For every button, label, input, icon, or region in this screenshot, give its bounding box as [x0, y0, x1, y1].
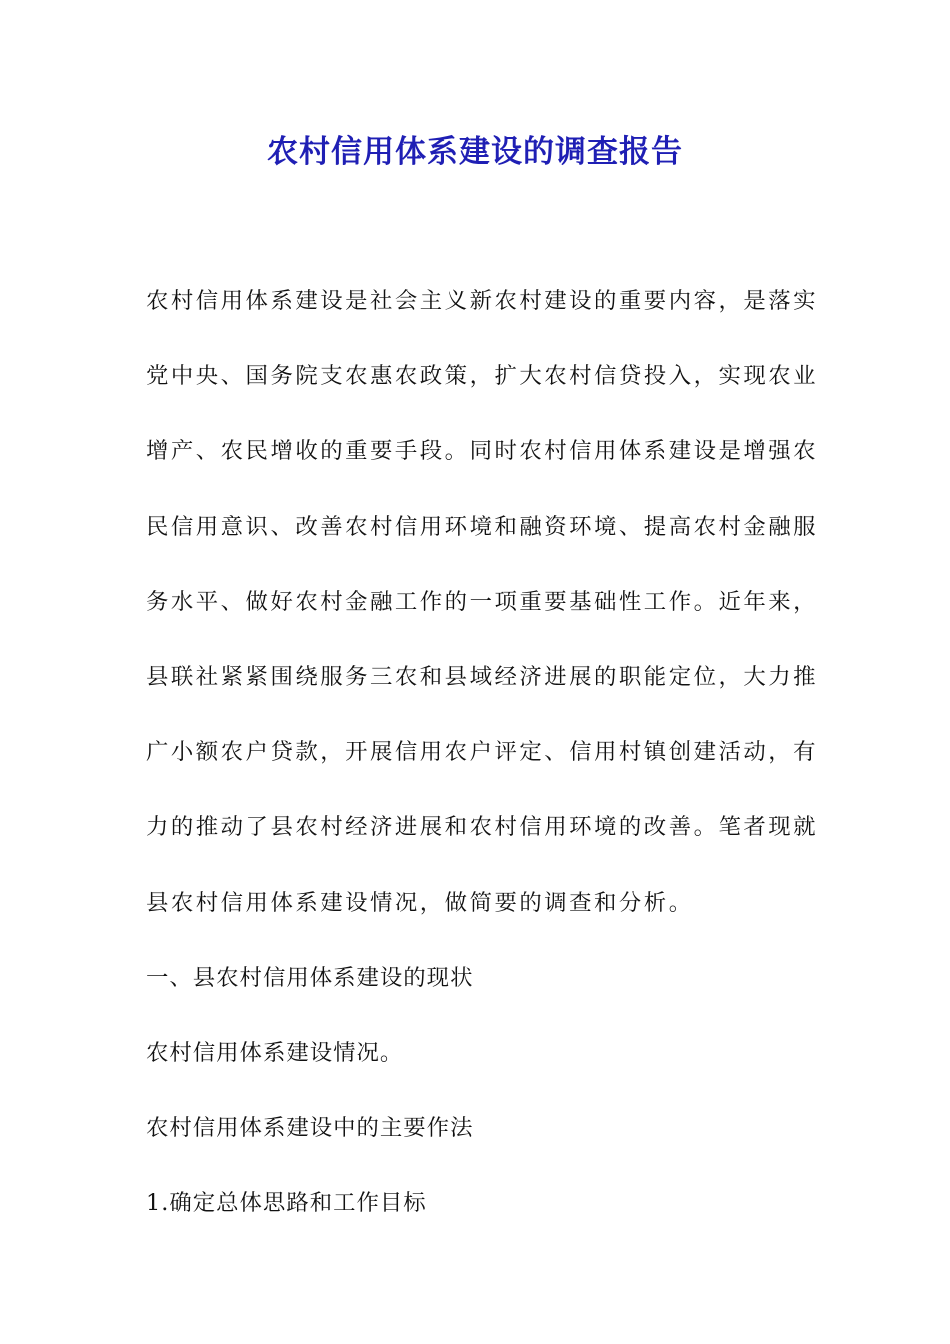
intro-line: 增产、农民增收的重要手段。同时农村信用体系建设是增强农	[146, 438, 819, 465]
subheading: 农村信用体系建设中的主要作法	[146, 1115, 474, 1142]
subheading: 农村信用体系建设情况。	[146, 1039, 404, 1066]
document-title: 农村信用体系建设的调查报告	[267, 134, 683, 170]
numbered-item: 1.确定总体思路和工作目标	[146, 1190, 427, 1217]
intro-line: 务水平、做好农村金融工作的一项重要基础性工作。近年来，	[146, 588, 819, 615]
intro-line: 广小额农户贷款，开展信用农户评定、信用村镇创建活动，有	[146, 739, 819, 766]
intro-line: 县联社紧紧围绕服务三农和县域经济进展的职能定位，大力推	[146, 663, 819, 690]
intro-line: 力的推动了县农村经济进展和农村信用环境的改善。笔者现就	[146, 814, 819, 841]
section-heading: 一、县农村信用体系建设的现状	[146, 964, 474, 991]
intro-line: 县农村信用体系建设情况，做简要的调查和分析。	[146, 889, 694, 916]
document-body	[146, 264, 819, 1241]
intro-line: 党中央、国务院支农惠农政策，扩大农村信贷投入，实现农业	[146, 363, 819, 390]
intro-line: 民信用意识、改善农村信用环境和融资环境、提高农村金融服	[146, 513, 819, 540]
intro-line: 农村信用体系建设是社会主义新农村建设的重要内容，是落实	[146, 288, 819, 314]
intro-paragraph	[146, 264, 819, 941]
